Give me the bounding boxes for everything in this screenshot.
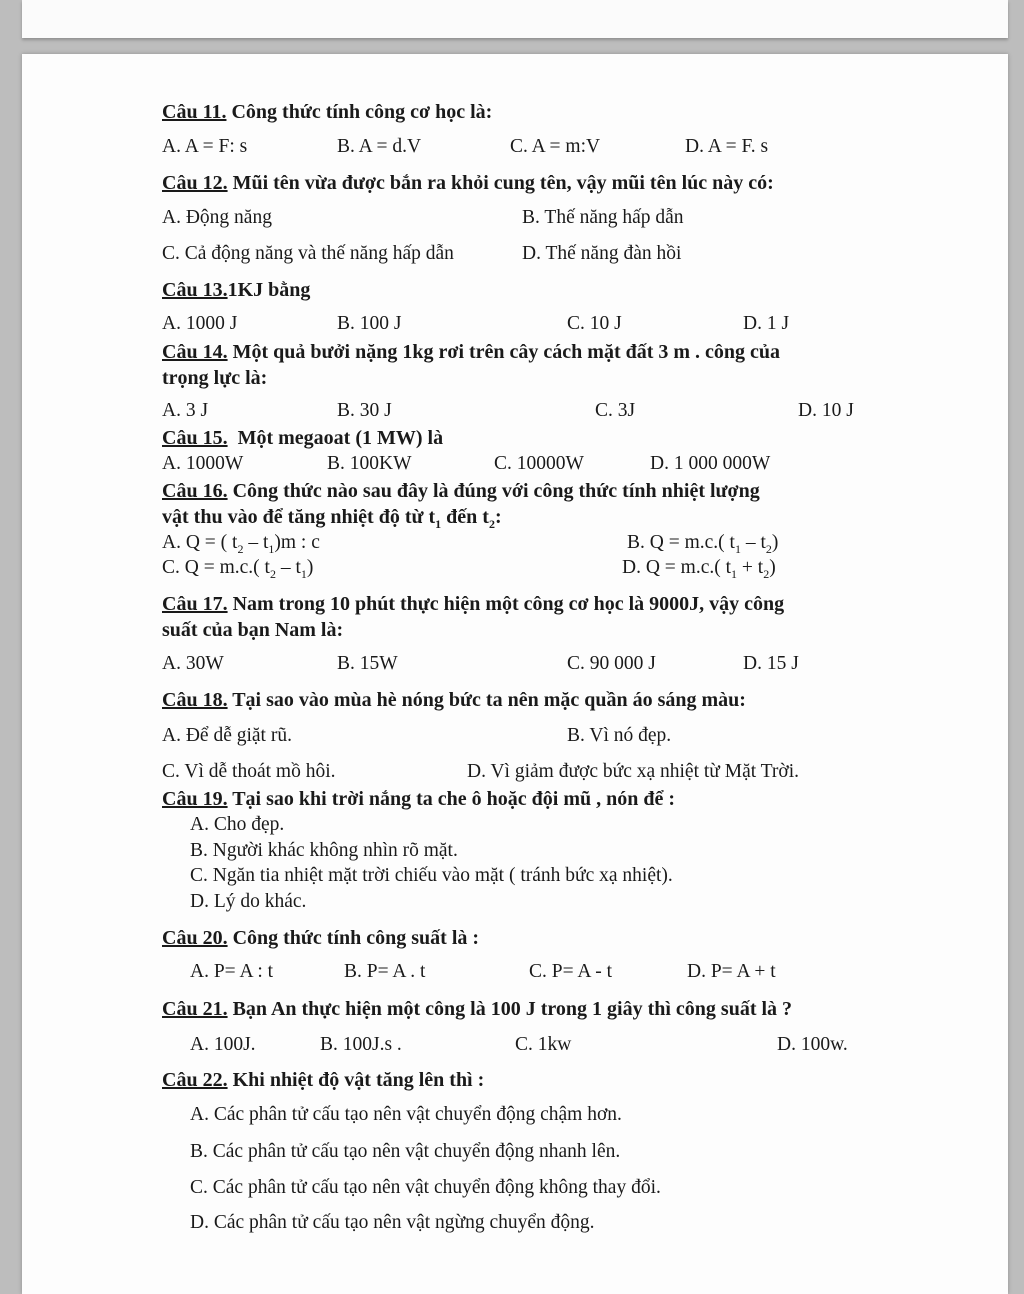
question-number: Câu 14. xyxy=(162,341,228,363)
question-20-option-a: A. P= A : t xyxy=(190,961,274,982)
text-part: vật thu vào để tăng nhiệt độ từ t xyxy=(162,506,436,528)
formula-part: – t xyxy=(243,532,269,553)
question-text: Công thức tính công suất là : xyxy=(232,927,480,949)
question-17-option-c: C. 90 000 J xyxy=(567,653,656,674)
question-15-option-d: D. 1 000 000W xyxy=(650,453,771,474)
question-13-option-b: B. 100 J xyxy=(337,313,402,334)
question-14-option-c: C. 3J xyxy=(595,400,636,421)
question-text: Mũi tên vừa được bắn ra khỏi cung tên, vậy mũi tên lúc này có: xyxy=(232,172,774,194)
question-11-option-c: C. A = m:V xyxy=(510,136,601,157)
question-18-option-c: C. Vì dễ thoát mồ hôi. xyxy=(162,761,336,782)
question-19-heading xyxy=(162,788,675,811)
question-14-option-d: D. 10 J xyxy=(798,400,854,421)
question-18-option-b: B. Vì nó đẹp. xyxy=(567,725,672,746)
question-text: Tại sao vào mùa hè nóng bức ta nên mặc quần áo sáng màu: xyxy=(232,689,746,711)
formula-part: – t xyxy=(275,557,301,578)
formula-part: D. Q = m.c.( t xyxy=(622,557,732,578)
question-21-option-b: B. 100J.s . xyxy=(320,1034,402,1055)
question-number: Câu 18. xyxy=(162,689,228,711)
subscript: 2 xyxy=(765,541,772,556)
question-text: Khi nhiệt độ vật tăng lên thì : xyxy=(232,1069,485,1091)
question-text: Nam trong 10 phút thực hiện một công cơ học là 9000J, vậy công xyxy=(232,593,785,615)
question-16-heading xyxy=(162,480,760,503)
subscript: 1 xyxy=(731,566,738,581)
question-number: Câu 15. xyxy=(162,427,228,449)
question-16-option-b xyxy=(627,532,778,557)
question-13-option-d: D. 1 J xyxy=(743,313,790,334)
question-16-option-c xyxy=(162,557,313,582)
question-number: Câu 22. xyxy=(162,1069,228,1091)
question-11-option-d: D. A = F. s xyxy=(685,136,769,157)
text-part: : xyxy=(494,506,502,528)
question-18-option-d: D. Vì giảm được bức xạ nhiệt từ Mặt Trời. xyxy=(467,761,799,782)
question-number: Câu 11. xyxy=(162,101,227,123)
question-15-heading xyxy=(162,427,443,450)
question-21-heading xyxy=(162,998,792,1021)
question-12-option-b: B. Thế năng hấp dẫn xyxy=(522,207,684,228)
question-16-option-a xyxy=(162,532,320,557)
question-13-heading xyxy=(162,279,310,302)
previous-page-edge xyxy=(22,0,1008,38)
question-20-heading xyxy=(162,927,479,950)
question-12-option-a: A. Động năng xyxy=(162,207,272,228)
question-number: Câu 20. xyxy=(162,927,228,949)
question-19-option-c: C. Ngăn tia nhiệt mặt trời chiếu vào mặt ( tránh bức xạ nhiệt). xyxy=(190,865,673,886)
formula-part: ) xyxy=(769,557,776,578)
question-21-option-a: A. 100J. xyxy=(190,1034,256,1055)
question-21-option-c: C. 1kw xyxy=(515,1034,572,1055)
question-12-heading xyxy=(162,172,774,195)
subscript: 2 xyxy=(763,566,770,581)
question-13-option-c: C. 10 J xyxy=(567,313,622,334)
subscript: 2 xyxy=(488,517,495,531)
question-14-option-a: A. 3 J xyxy=(162,400,209,421)
question-17-heading-line2: suất của bạn Nam là: xyxy=(162,619,344,641)
question-12-option-c: C. Cả động năng và thế năng hấp dẫn xyxy=(162,243,454,264)
question-18-heading xyxy=(162,689,746,712)
subscript: 1 xyxy=(300,566,307,581)
question-22-heading xyxy=(162,1069,484,1092)
formula-part: ) xyxy=(306,557,314,578)
question-11-option-a: A. A = F: s xyxy=(162,136,248,157)
question-text: Công thức tính công cơ học là: xyxy=(231,101,493,123)
question-14-heading-line2: trọng lực là: xyxy=(162,367,268,389)
question-22-option-d: D. Các phân tử cấu tạo nên vật ngừng chuyển động. xyxy=(190,1212,595,1233)
question-text: Tại sao khi trời nắng ta che ô hoặc đội mũ , nón để : xyxy=(232,788,676,810)
question-11-option-b: B. A = d.V xyxy=(337,136,422,157)
question-19-option-a: A. Cho đẹp. xyxy=(190,814,285,835)
question-22-option-a: A. Các phân tử cấu tạo nên vật chuyển động chậm hơn. xyxy=(190,1104,622,1125)
formula-part: ) xyxy=(771,532,779,553)
question-19-option-b: B. Người khác không nhìn rõ mặt. xyxy=(190,840,458,861)
subscript: 1 xyxy=(734,541,741,556)
question-11-heading xyxy=(162,101,492,124)
question-17-heading xyxy=(162,593,784,616)
subscript: 1 xyxy=(268,541,275,556)
question-14-heading xyxy=(162,341,780,364)
question-20-option-b: B. P= A . t xyxy=(344,961,426,982)
formula-part: + t xyxy=(737,557,764,578)
question-number: Câu 13. xyxy=(162,279,228,301)
formula-part: B. Q = m.c.( t xyxy=(627,532,735,553)
question-number: Câu 12. xyxy=(162,172,228,194)
question-17-option-d: D. 15 J xyxy=(743,653,799,674)
question-number: Câu 19. xyxy=(162,788,228,810)
question-16-option-d xyxy=(622,557,776,582)
question-number: Câu 17. xyxy=(162,593,228,615)
formula-part: A. Q = ( t xyxy=(162,532,238,553)
formula-part: C. Q = m.c.( t xyxy=(162,557,270,578)
formula-part: )m : c xyxy=(274,532,320,553)
question-text: Một quả bưởi nặng 1kg rơi trên cây cách mặt đất 3 m . công của xyxy=(232,341,781,363)
formula-part: – t xyxy=(740,532,766,553)
question-20-option-d: D. P= A + t xyxy=(687,961,776,982)
subscript: 2 xyxy=(237,541,244,556)
question-15-option-c: C. 10000W xyxy=(494,453,584,474)
question-19-option-d: D. Lý do khác. xyxy=(190,891,307,912)
question-17-option-a: A. 30W xyxy=(162,653,224,674)
question-number: Câu 16. xyxy=(162,480,228,502)
question-22-option-b: B. Các phân tử cấu tạo nên vật chuyển động nhanh lên. xyxy=(190,1141,621,1162)
question-text: Bạn An thực hiện một công là 100 J trong 1 giây thì công suất là ? xyxy=(232,998,793,1020)
question-17-option-b: B. 15W xyxy=(337,653,398,674)
question-13-option-a: A. 1000 J xyxy=(162,313,238,334)
subscript: 1 xyxy=(435,517,442,531)
question-16-heading-line2 xyxy=(162,506,502,532)
question-text: Một megaoat (1 MW) là xyxy=(237,427,444,449)
question-12-option-d: D. Thế năng đàn hồi xyxy=(522,243,682,264)
question-18-option-a: A. Để dễ giặt rũ. xyxy=(162,725,292,746)
question-14-option-b: B. 30 J xyxy=(337,400,392,421)
question-15-option-b: B. 100KW xyxy=(327,453,412,474)
question-21-option-d: D. 100w. xyxy=(777,1034,848,1055)
question-22-option-c: C. Các phân tử cấu tạo nên vật chuyển động không thay đổi. xyxy=(190,1177,661,1198)
question-text: 1KJ bằng xyxy=(227,279,311,301)
question-15-option-a: A. 1000W xyxy=(162,453,244,474)
question-20-option-c: C. P= A - t xyxy=(529,961,613,982)
text-part: đến t xyxy=(441,506,489,528)
question-text: Công thức nào sau đây là đúng với công thức tính nhiệt lượng xyxy=(232,480,760,502)
subscript: 2 xyxy=(269,566,276,581)
question-number: Câu 21. xyxy=(162,998,228,1020)
